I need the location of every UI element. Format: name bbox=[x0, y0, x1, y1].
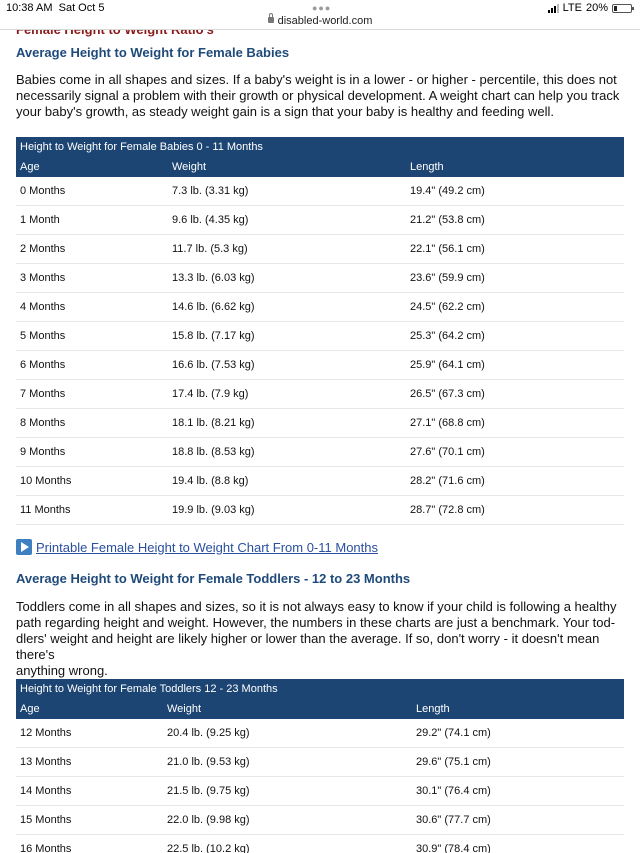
table-row bbox=[16, 748, 624, 777]
cell-length: 26.5" (67.3 cm) bbox=[410, 388, 485, 400]
cell-length: 28.7" (72.8 cm) bbox=[410, 504, 485, 516]
cell-age: 7 Months bbox=[20, 388, 66, 400]
cell-length: 27.1" (68.8 cm) bbox=[410, 417, 485, 429]
table-row bbox=[16, 438, 624, 467]
cell-length: 30.6" (77.7 cm) bbox=[416, 814, 491, 826]
table-row bbox=[16, 206, 624, 235]
status-bar bbox=[0, 0, 640, 30]
cell-weight: 15.8 lb. (7.17 kg) bbox=[172, 330, 255, 342]
cell-weight: 11.7 lb. (5.3 kg) bbox=[172, 243, 248, 255]
cell-length: 24.5" (62.2 cm) bbox=[410, 301, 485, 313]
play-icon bbox=[16, 539, 32, 555]
tab-dots-icon[interactable]: ●●● bbox=[312, 3, 332, 13]
cell-age: 5 Months bbox=[20, 330, 66, 342]
table-row bbox=[16, 409, 624, 438]
cell-length: 21.2" (53.8 cm) bbox=[410, 214, 485, 226]
cell-age: 8 Months bbox=[20, 417, 66, 429]
paragraph-line: path regarding height and weight. However, the numbers in these charts are just a benchmark. Your tod- bbox=[16, 615, 616, 630]
header-length: Length bbox=[410, 161, 444, 173]
section-paragraph-babies bbox=[16, 72, 626, 120]
table-row bbox=[16, 322, 624, 351]
cell-weight: 22.5 lb. (10.2 kg) bbox=[167, 843, 250, 853]
table-row bbox=[16, 235, 624, 264]
cell-age: 6 Months bbox=[20, 359, 66, 371]
table-header bbox=[16, 699, 624, 719]
table-row bbox=[16, 719, 624, 748]
header-age: Age bbox=[20, 703, 40, 715]
table-caption: Height to Weight for Female Toddlers 12 - 23 Months bbox=[16, 679, 624, 699]
table-row bbox=[16, 293, 624, 322]
cell-length: 27.6" (70.1 cm) bbox=[410, 446, 485, 458]
network-label: LTE bbox=[562, 2, 582, 14]
paragraph-line: Babies come in all shapes and sizes. If a baby's weight is in a lower - or higher - percentile, this does not bbox=[16, 72, 617, 87]
table-row bbox=[16, 351, 624, 380]
cell-age: 0 Months bbox=[20, 185, 66, 197]
battery-level bbox=[614, 6, 617, 11]
paragraph-line: anything wrong. bbox=[16, 663, 108, 678]
header-length: Length bbox=[416, 703, 450, 715]
paragraph-line: Toddlers come in all shapes and sizes, so it is not always easy to know if your child is following a healthy bbox=[16, 599, 617, 614]
cell-age: 10 Months bbox=[20, 475, 72, 487]
table-caption: Height to Weight for Female Babies 0 - 11 Months bbox=[16, 137, 624, 157]
toddlers-table bbox=[16, 679, 624, 853]
header-age: Age bbox=[20, 161, 40, 173]
cell-weight: 21.5 lb. (9.75 kg) bbox=[167, 785, 250, 797]
cell-length: 30.9" (78.4 cm) bbox=[416, 843, 491, 853]
url-text: disabled-world.com bbox=[277, 15, 373, 27]
cell-age: 1 Month bbox=[20, 214, 60, 226]
battery-percent: 20% bbox=[585, 2, 608, 14]
cell-weight: 19.4 lb. (8.8 kg) bbox=[172, 475, 249, 487]
cell-weight: 18.8 lb. (8.53 kg) bbox=[172, 446, 255, 458]
table-header bbox=[16, 157, 624, 177]
status-indicators bbox=[548, 2, 632, 14]
cell-length: 29.6" (75.1 cm) bbox=[416, 756, 491, 768]
cell-weight: 22.0 lb. (9.98 kg) bbox=[167, 814, 250, 826]
header-weight: Weight bbox=[172, 161, 207, 173]
table-row bbox=[16, 177, 624, 206]
header-weight: Weight bbox=[167, 703, 202, 715]
battery-icon bbox=[612, 4, 632, 13]
cell-age: 14 Months bbox=[20, 785, 72, 797]
babies-table bbox=[16, 137, 624, 525]
cell-age: 4 Months bbox=[20, 301, 66, 313]
cell-age: 13 Months bbox=[20, 756, 72, 768]
cell-length: 28.2" (71.6 cm) bbox=[410, 475, 485, 487]
cell-weight: 21.0 lb. (9.53 kg) bbox=[167, 756, 250, 768]
section-title-babies: Average Height to Weight for Female Babies bbox=[16, 45, 290, 60]
section-paragraph-toddlers bbox=[16, 599, 626, 679]
lock-icon bbox=[268, 17, 274, 23]
cell-age: 15 Months bbox=[20, 814, 72, 826]
cell-weight: 18.1 lb. (8.21 kg) bbox=[172, 417, 255, 429]
paragraph-line: dlers' weight and height are likely higher or lower than the average. If so, don't worry - it doesn't mean there's bbox=[16, 631, 600, 662]
cell-length: 19.4" (49.2 cm) bbox=[410, 185, 485, 197]
cell-weight: 7.3 lb. (3.31 kg) bbox=[172, 185, 249, 197]
paragraph-line: your baby's growth, as steady weight gain is a sign that your baby is healthy and feeding well. bbox=[16, 104, 554, 119]
cell-weight: 19.9 lb. (9.03 kg) bbox=[172, 504, 255, 516]
cell-age: 9 Months bbox=[20, 446, 66, 458]
table-row bbox=[16, 467, 624, 496]
cell-age: 11 Months bbox=[20, 504, 71, 516]
table-body bbox=[16, 177, 624, 525]
table-row bbox=[16, 777, 624, 806]
cell-length: 30.1" (76.4 cm) bbox=[416, 785, 491, 797]
cell-length: 29.2" (74.1 cm) bbox=[416, 727, 491, 739]
table-row bbox=[16, 264, 624, 293]
cell-age: 16 Months bbox=[20, 843, 72, 853]
table-row bbox=[16, 380, 624, 409]
cell-age: 12 Months bbox=[20, 727, 72, 739]
printable-chart-link[interactable] bbox=[16, 538, 378, 556]
table-row bbox=[16, 806, 624, 835]
table-body bbox=[16, 719, 624, 853]
cell-weight: 14.6 lb. (6.62 kg) bbox=[172, 301, 255, 313]
status-time: 10:38 AM Sat Oct 5 bbox=[6, 2, 105, 14]
cell-length: 25.9" (64.1 cm) bbox=[410, 359, 485, 371]
cell-length: 22.1" (56.1 cm) bbox=[410, 243, 485, 255]
url-bar[interactable] bbox=[0, 15, 640, 27]
cell-age: 3 Months bbox=[20, 272, 66, 284]
cell-weight: 20.4 lb. (9.25 kg) bbox=[167, 727, 250, 739]
cell-length: 23.6" (59.9 cm) bbox=[410, 272, 485, 284]
section-title-toddlers: Average Height to Weight for Female Toddlers - 12 to 23 Months bbox=[16, 571, 411, 586]
printable-chart-link-text[interactable]: Printable Female Height to Weight Chart From 0-11 Months bbox=[36, 539, 378, 555]
cell-weight: 16.6 lb. (7.53 kg) bbox=[172, 359, 255, 371]
cell-weight: 13.3 lb. (6.03 kg) bbox=[172, 272, 255, 284]
table-row bbox=[16, 496, 624, 525]
cell-length: 25.3" (64.2 cm) bbox=[410, 330, 485, 342]
paragraph-line: necessarily signal a problem with their growth or physical development. A weight chart can help you track bbox=[16, 88, 620, 103]
table-row bbox=[16, 835, 624, 853]
signal-icon bbox=[548, 4, 559, 13]
cell-weight: 9.6 lb. (4.35 kg) bbox=[172, 214, 249, 226]
cell-age: 2 Months bbox=[20, 243, 66, 255]
cell-weight: 17.4 lb. (7.9 kg) bbox=[172, 388, 249, 400]
